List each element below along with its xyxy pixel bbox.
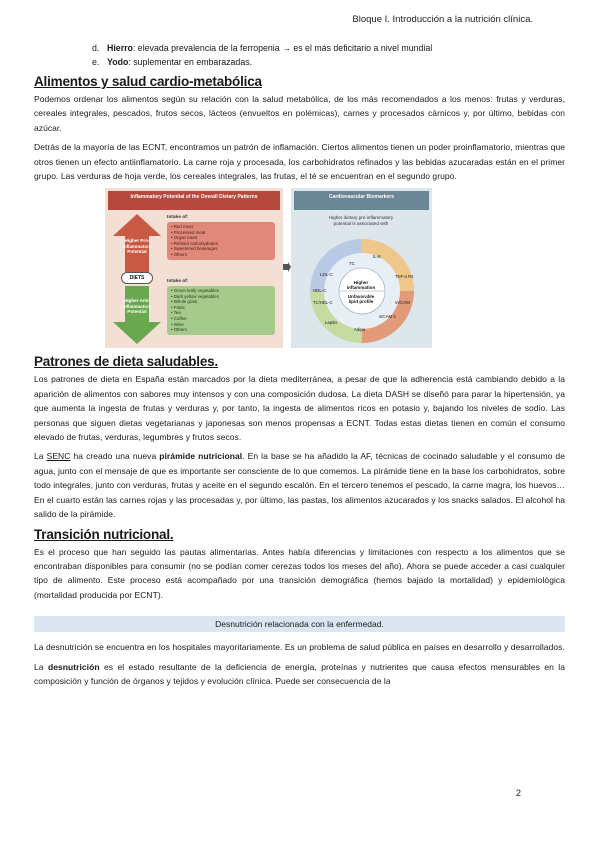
intake-item: • Red meat [171,224,193,230]
marker-label: Leptin [325,320,337,326]
arrow-down-icon [113,286,161,344]
arrow-up-label: Higher Pro-inflammatory Potential [122,238,152,255]
list-text: : elevada prevalencia de la ferropenia → es el más deficitario a nivel mundial [132,43,433,53]
paragraph: Es el proceso que han seguido las pautas alimentarias. Antes había diferencias y limitaciones con respecto a los alimentos que se encontraban disponibles para consumir (no se podían comer cerezas todos los meses del año). Ahora se puede acceder a casi cualquier tipo de alimento. Este proceso está acompañado por una transición demográfica (hemos bajado la mortalidad) y epidemiológica (mortalidad producida por ECNT). [34,546,565,600]
marker-label: sICAM-1 [379,314,397,320]
marker-label: Adipo [354,327,366,333]
center-top-label: Higher inflammation [346,280,376,291]
intake-item: • Fruits [171,304,185,310]
figure-panel-inflammatory [105,188,283,348]
intake-list [167,222,275,260]
intake-anti-inflammatory [167,279,275,334]
intake-pro-inflammatory [167,215,275,259]
page-header: Bloque I. Introducción a la nutrición clínica. [352,14,533,25]
diets-label: DIETS [121,272,153,284]
intake-item: • Organ meat [171,235,197,241]
biomarker-wheel [297,213,428,345]
intake-item: • Coffee [171,316,187,321]
figure-left-title: Inflammatory Potential of the Overall Dietary Patterns [108,191,280,210]
intake-item: • Dark yellow vegetables [171,293,219,299]
paragraph-malnutrition: La desnutrición es el estado resultante de la deficiencia de energía, proteínas y nutrientes que causa efectos mensurables en la composición y función de órganos y tejidos y evolución clínica. Puede ser consecuencia de la [34,661,566,686]
marker-label: TC [349,261,355,267]
senc-link[interactable]: SENC [46,451,71,462]
intake-item: • Others [171,252,187,257]
marker-label: IL-6 [373,254,381,260]
inflammation-figure [105,188,432,348]
higher-dietary-label: Higher dietary pro-inflammatory potential is associated with [328,215,394,226]
marker-label: TC/HDL-C [313,300,333,306]
list-item-iodine [34,55,565,69]
arrow-down-label: Higher Anti-inflammatory Potential [122,298,152,315]
paragraph-pyramid: La SENC ha creado una nueva pirámide nutricional. En la base se ha añadido la AF, técnicas de cocinado saludable y el consumo de agua, junto con el mensaje de que es importante ser consciente de lo que comemos. La pirámide tiene en la base los carbohidratos, sobre todo integrales, junto con verduras, frutas y aceite en el segundo escalón. En el tercero tenemos el pescado, la carne magra, los huevos… En el cuarto están las carnes rojas y las procesadas y, por último, las pastas, los alimentos azucarados y los snacks salados. El alcohol ha salido de la pirámide. [34,451,565,520]
intake-list [167,286,275,335]
page-content [34,41,565,693]
marker-label: sVCAM [395,300,410,306]
section-heading-healthy-patterns: Patrones de dieta saludables. [34,354,219,370]
intake-item: • Sweetened beverages [171,246,218,252]
section-heading-transition: Transición nutricional. [34,526,174,542]
list-marker: e. [92,57,100,67]
list-term: Hierro [107,43,133,53]
marker-label: HDL-C [313,288,327,294]
marker-label: LDL-C [320,272,333,278]
list-text: : suplementar en embarazadas. [128,57,253,67]
intake-item: • Processed meat [171,229,206,235]
paragraph: La desnutrición se encuentra en los hospitales mayoritariamente. Es un problema de salud pública en países en desarrollo y desarrollados. [34,642,565,653]
intake-item: • Tea [171,310,181,316]
intake-item: • Whole grain [171,299,198,305]
intake-item: • Green leafy vegetables [171,288,219,294]
intake-item: • Others [171,327,187,333]
section-bar-malnutrition: Desnutrición relacionada con la enfermedad. [34,616,565,632]
intake-title: Intake of: [167,279,189,285]
list-item-iron [34,41,565,55]
connector-arrow-icon [283,262,291,272]
section-heading-cardiometabolic: Alimentos y salud cardio-metabólica [34,74,262,89]
list-term: Yodo [107,57,129,67]
paragraph: Los patrones de dieta en España están marcados por la dieta mediterránea, a pesar de que la adherencia está cambiando debido a la aparición de alimentos con sabores muy intensos y con una composición dudosa. La dieta DASH se diseñó para parar la hipertensión, ya que aumenta la ingesta de frutas y verduras y, por tanto, la ingesta de alimentos ricos en potasio y, bajando los niveles de sodio. Las personas que siguen dietas vegetarianas y japonesas son menos propensas a ECNT. Todas estas dietas tienen en común el consumo elevado de frutas, verduras, legumbres y frutos secos. [34,374,565,443]
paragraph: Detrás de la mayoría de las ECNT, encontramos un patrón de inflamación. Ciertos alimentos tienen un poder proinflamatorio, mientras que otros tienen un efecto antiinflamatorio. La carne roja y procesada, los carbohidratos refinados y las bebidas azucaradas están en el primer grupo. Las verduras de hoja verde, los cereales integrales, las frutas, el té se encuentran en el segundo grupo. [34,142,565,182]
intake-item: • Wine [171,321,184,327]
figure-panel-biomarkers [291,188,432,348]
center-bottom-label: Unfavorable lipid profile [347,294,375,305]
list-marker: d. [92,43,100,53]
intake-item: • Refined carbohydrates [171,240,218,246]
page-number: 2 [516,788,522,798]
paragraph: Podemos ordenar los alimentos según su relación con la salud metabólica, de los más recomendados a los menos: frutas y verduras, cereales integrales, pescados, frutos secos, lácteos (envueltos en polémicas), carnes y procesados cárnicos y, por último, bebidas con azúcar. [34,94,565,133]
marker-label: TNF-α R2 [395,274,414,280]
figure-right-title: Cardiovascular Biomarkers [294,191,429,210]
intake-title: Intake of: [167,215,189,221]
